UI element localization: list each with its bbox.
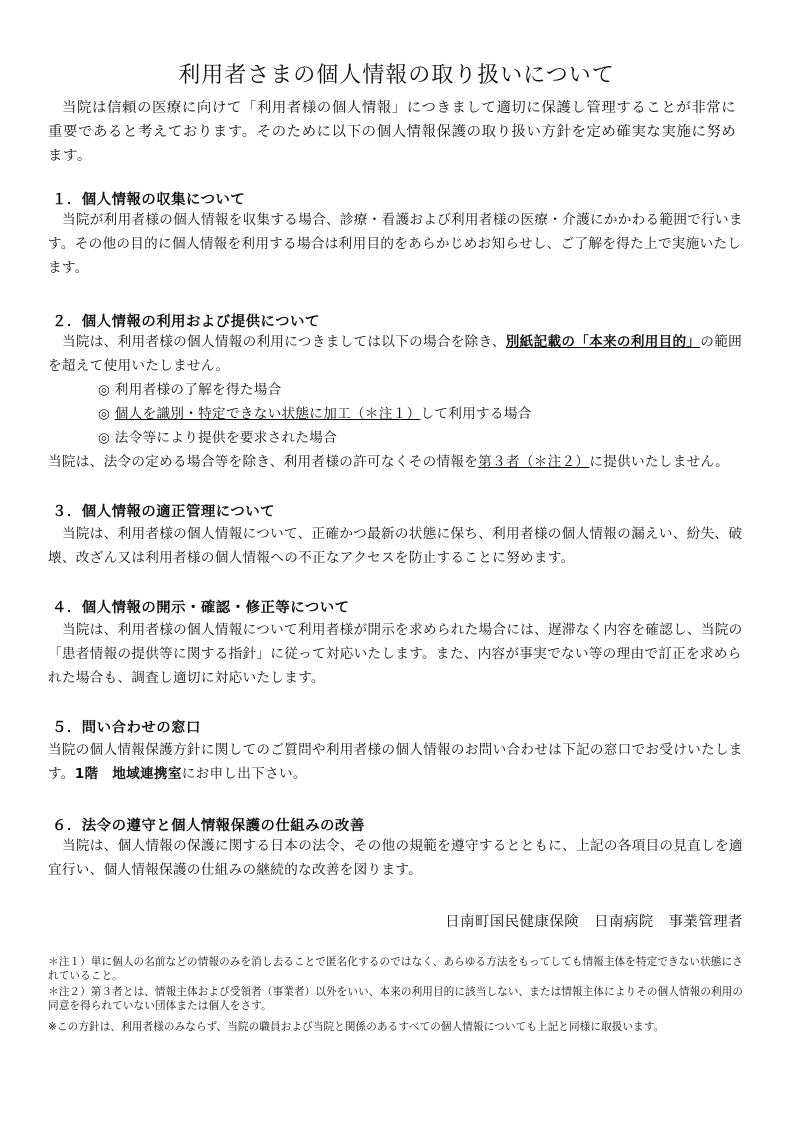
section-2-closing-prefix: 当院は、法令の定める場合等を除き、利用者様の許可なくその情報を bbox=[48, 454, 479, 470]
list-item bbox=[98, 402, 532, 426]
footnote-1: ＊注１）単に個人の名前などの情報のみを消し去ることで匿名化するのではなく、あらゆる方法をもってしても情報主体を特定できない状態にされていること。 bbox=[48, 956, 743, 982]
list-item-text: 利用者様の了解を得た場合 bbox=[114, 382, 282, 398]
list-item bbox=[98, 426, 337, 450]
list-item-text: 法令等により提供を要求された場合 bbox=[114, 430, 338, 446]
bullet-mark: ◎ bbox=[98, 382, 115, 398]
section-2-closing bbox=[48, 450, 748, 474]
section-3-body: 当院は、利用者様の個人情報について、正確かつ最新の状態に保ち、利用者様の個人情報の漏えい、紛失、破壊、改ざん又は利用者様の個人情報への不正なアクセスを防止することに努めます。 bbox=[48, 526, 743, 566]
section-4-body: 当院は、利用者様の個人情報について利用者様が開示を求められた場合には、遅滞なく内容を確認し、当院の「患者情報の提供等に関する指針」に従って対応いたします。また、内容が事実でない等の理由で訂正を求められた場合も、調査し適切に対応いたします。 bbox=[48, 622, 743, 686]
section-2-closing-suffix: に提供いたしません。 bbox=[589, 454, 730, 470]
section-6-body: 当院は、個人情報の保護に関する日本の法令、その他の規範を遵守するとともに、上記の各項目の見直しを適宜行い、個人情報保護の仕組みの継続的な改善を図ります。 bbox=[48, 838, 743, 878]
footnote-policy-scope: ※この方針は、利用者様のみならず、当院の職員および当院と関係のあるすべての個人情報についても上記と同様に取扱います。 bbox=[48, 1021, 665, 1033]
section-1-body: 当院が利用者様の個人情報を収集する場合、診療・看護および利用者様の医療・介護にかかわる範囲で行います。その他の目的に個人情報を利用する場合は利用目的をあらかじめお知らせし、ご了解を得た上で実施いたします。 bbox=[48, 212, 743, 276]
purpose-reference: 別紙記載の「本来の利用目的」 bbox=[505, 334, 701, 350]
footnote-2: ＊注２）第３者とは、情報主体および受領者（事業者）以外をいい、本来の利用目的に該当しない、または情報主体によりその個人情報の利用の同意を得られていない団体または個人をさす。 bbox=[48, 986, 744, 1012]
signature: 日南町国民健康保険 日南病院 事業管理者 bbox=[445, 914, 743, 930]
section-1-heading: １．個人情報の収集について bbox=[52, 192, 246, 208]
contact-desk: 1階 地域連携室 bbox=[74, 766, 182, 782]
list-item bbox=[98, 378, 282, 402]
section-5-body-suffix: にお申し出下さい。 bbox=[181, 766, 307, 782]
page-title: 利用者さまの個人情報の取り扱いについて bbox=[178, 63, 615, 88]
bullet-mark: ◎ bbox=[98, 406, 115, 422]
section-2-heading: ２．個人情報の利用および提供について bbox=[52, 314, 320, 330]
section-5-body bbox=[48, 738, 748, 786]
intro-paragraph: 当院は信頼の医療に向けて「利用者様の個人情報」につきまして適切に保護し管理することが非常に重要であると考えております。そのために以下の個人情報保護の取り扱い方針を定め確実な実施に努めます。 bbox=[48, 100, 737, 164]
bullet-mark: ◎ bbox=[98, 430, 115, 446]
list-item-underlined: 個人を識別・特定できない状態に加工（＊注１） bbox=[114, 406, 421, 422]
section-5-body-prefix: 当院の個人情報保護方針に関してのご質問や利用者様の個人情報のお問い合わせは下記の窓口でお受けいたします。 bbox=[48, 742, 743, 782]
section-6-heading: ６．法令の遵守と個人情報保護の仕組みの改善 bbox=[52, 818, 365, 834]
section-3-heading: ３．個人情報の適正管理について bbox=[52, 504, 276, 520]
section-2-body bbox=[48, 330, 748, 378]
section-4-heading: ４．個人情報の開示・確認・修正等について bbox=[52, 600, 350, 616]
section-2-body-suffix: の範囲を超えて使用いたしません。 bbox=[48, 334, 742, 374]
third-party-reference: 第３者（＊注２） bbox=[478, 454, 590, 470]
section-2-body-prefix: 当院は、利用者様の個人情報の利用につきましては以下の場合を除き、 bbox=[62, 334, 506, 350]
section-5-heading: ５．問い合わせの窓口 bbox=[52, 720, 201, 736]
list-item-suffix: して利用する場合 bbox=[420, 406, 532, 422]
